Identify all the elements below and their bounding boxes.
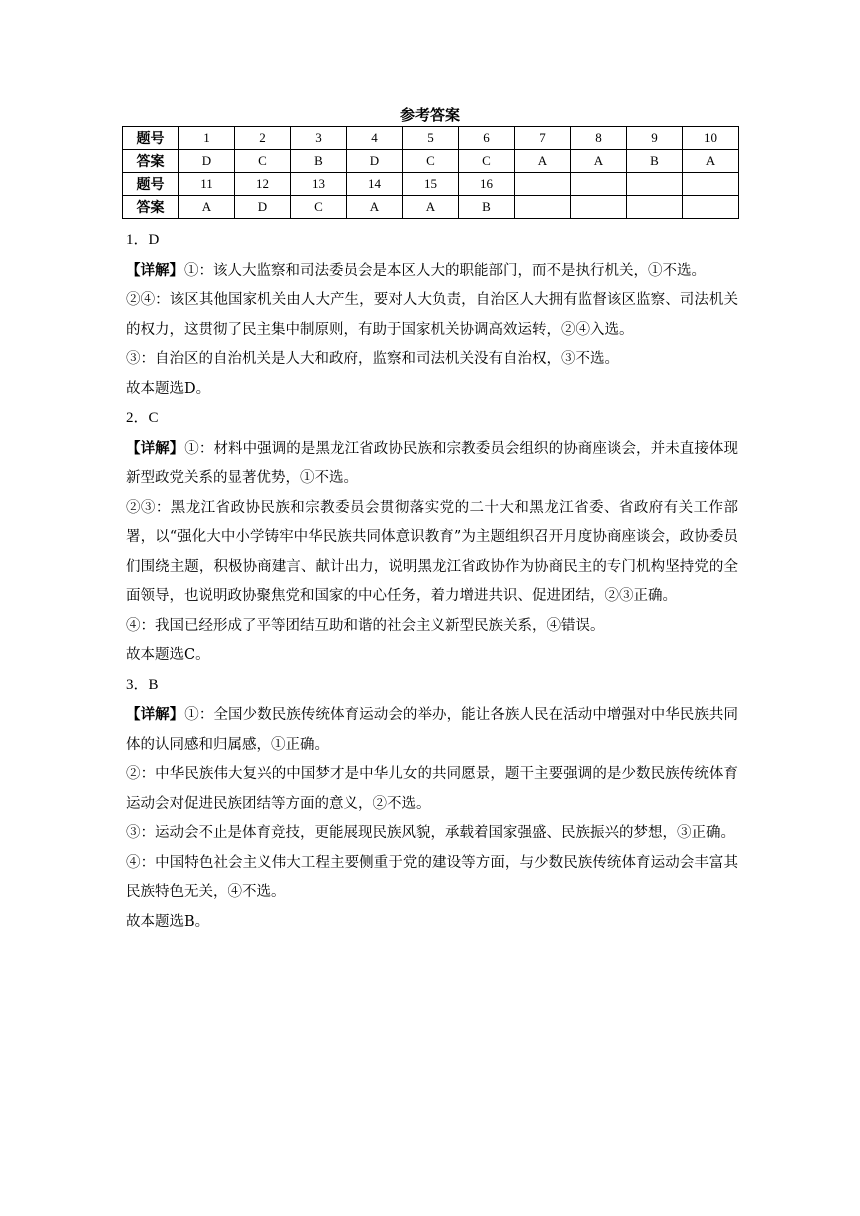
table-cell — [515, 173, 571, 196]
explanation-paragraph — [126, 700, 738, 760]
table-cell: 8 — [571, 127, 627, 150]
table-row — [123, 196, 739, 219]
explanation-paragraph: 故本题选D。 — [126, 380, 211, 397]
table-cell: 14 — [347, 173, 403, 196]
answer-table — [122, 126, 739, 219]
explanation-text: ①：全国少数民族传统体育运动会的举办，能让各族人民在活动中增强对中华民族共同体的认同感和归属感，①正确。 — [126, 707, 739, 753]
table-cell: A — [179, 196, 235, 219]
table-cell: 5 — [403, 127, 459, 150]
table-cell: 10 — [683, 127, 739, 150]
table-cell: 3 — [291, 127, 347, 150]
table-row-header: 题号 — [123, 173, 179, 196]
explanation-paragraph: ③：运动会不止是体育竞技，更能展现民族风貌，承载着国家强盛、民族振兴的梦想，③正确。 — [126, 825, 735, 841]
table-cell: D — [235, 196, 291, 219]
explanation-paragraph: ②③：黑龙江省政协民族和宗教委员会贯彻落实党的二十大和黑龙江省委、省政府有关工作部署，以“强化大中小学铸牢中华民族共同体意识教育”为主题组织召开月度协商座谈会，政协委员们围绕主题，积极协商建言、献计出力，说明黑龙江省政协作为协商民主的专门机构坚持党的全面领导，也说明政协聚焦党和国家的中心任务，着力增进共识、促进团结，②③正确。 — [126, 499, 738, 604]
detail-tag: 【详解】 — [126, 439, 185, 457]
table-cell: B — [627, 150, 683, 173]
table-cell: 7 — [515, 127, 571, 150]
table-row — [123, 150, 739, 173]
table-row-header: 答案 — [123, 196, 179, 219]
table-cell: B — [291, 150, 347, 173]
table-row — [123, 127, 739, 150]
table-cell: A — [347, 196, 403, 219]
table-cell — [627, 173, 683, 196]
table-cell: 6 — [459, 127, 515, 150]
page-title: 参考答案 — [399, 106, 460, 124]
table-cell: D — [347, 150, 403, 173]
question-number: 2．C — [126, 410, 159, 426]
table-cell: A — [571, 150, 627, 173]
table-cell: 13 — [291, 173, 347, 196]
table-cell: 2 — [235, 127, 291, 150]
table-cell — [627, 196, 683, 219]
explanation-paragraph: ②④：该区其他国家机关由人大产生，要对人大负责，自治区人大拥有监督该区监察、司法机关的权力，这贯彻了民主集中制原则，有助于国家机关协调高效运转，②④入选。 — [126, 292, 738, 338]
explanation-paragraph: ④：中国特色社会主义伟大工程主要侧重于党的建设等方面，与少数民族传统体育运动会丰富其民族特色无关，④不选。 — [126, 854, 738, 900]
explanation-paragraph: ②：中华民族伟大复兴的中国梦才是中华儿女的共同愿景，题干主要强调的是少数民族传统体育运动会对促进民族团结等方面的意义，②不选。 — [126, 766, 738, 812]
table-cell: A — [403, 196, 459, 219]
question-number: 1．D — [126, 232, 160, 248]
table-cell — [515, 196, 571, 219]
table-cell — [571, 196, 627, 219]
table-cell: 12 — [235, 173, 291, 196]
explanation-text: ①：材料中强调的是黑龙江省政协民族和宗教委员会组织的协商座谈会，并未直接体现新型政党关系的显著优势，①不选。 — [126, 440, 739, 486]
table-cell: 11 — [179, 173, 235, 196]
table-cell — [571, 173, 627, 196]
explanation-paragraph — [126, 256, 738, 287]
table-cell: A — [683, 150, 739, 173]
detail-tag: 【详解】 — [126, 261, 184, 279]
table-cell: 9 — [627, 127, 683, 150]
table-cell: 4 — [347, 127, 403, 150]
table-row — [123, 173, 739, 196]
table-cell: C — [403, 150, 459, 173]
table-cell — [683, 196, 739, 219]
table-row-header: 答案 — [123, 150, 179, 173]
table-cell: C — [459, 150, 515, 173]
table-cell: C — [235, 150, 291, 173]
explanation-paragraph: 故本题选C。 — [126, 647, 210, 663]
table-cell: 16 — [459, 173, 515, 196]
explanation-paragraph — [126, 434, 738, 494]
explanation-paragraph: 故本题选B。 — [126, 913, 210, 930]
table-cell: D — [179, 150, 235, 173]
table-row-header: 题号 — [123, 127, 179, 150]
question-number: 3．B — [126, 676, 159, 693]
table-cell: C — [291, 196, 347, 219]
detail-tag: 【详解】 — [126, 706, 185, 723]
explanation-paragraph: ④：我国已经形成了平等团结互助和谐的社会主义新型民族关系，④错误。 — [126, 617, 605, 634]
explanation-text: ①：该人大监察和司法委员会是本区人大的职能部门，而不是执行机关，①不选。 — [184, 262, 706, 279]
table-cell: B — [459, 196, 515, 219]
explanation-paragraph: ③：自治区的自治机关是人大和政府，监察和司法机关没有自治权，③不选。 — [126, 351, 619, 367]
table-cell: 15 — [403, 173, 459, 196]
answer-explanations — [126, 226, 738, 937]
table-cell: 1 — [179, 127, 235, 150]
table-cell: A — [515, 150, 571, 173]
table-cell — [683, 173, 739, 196]
